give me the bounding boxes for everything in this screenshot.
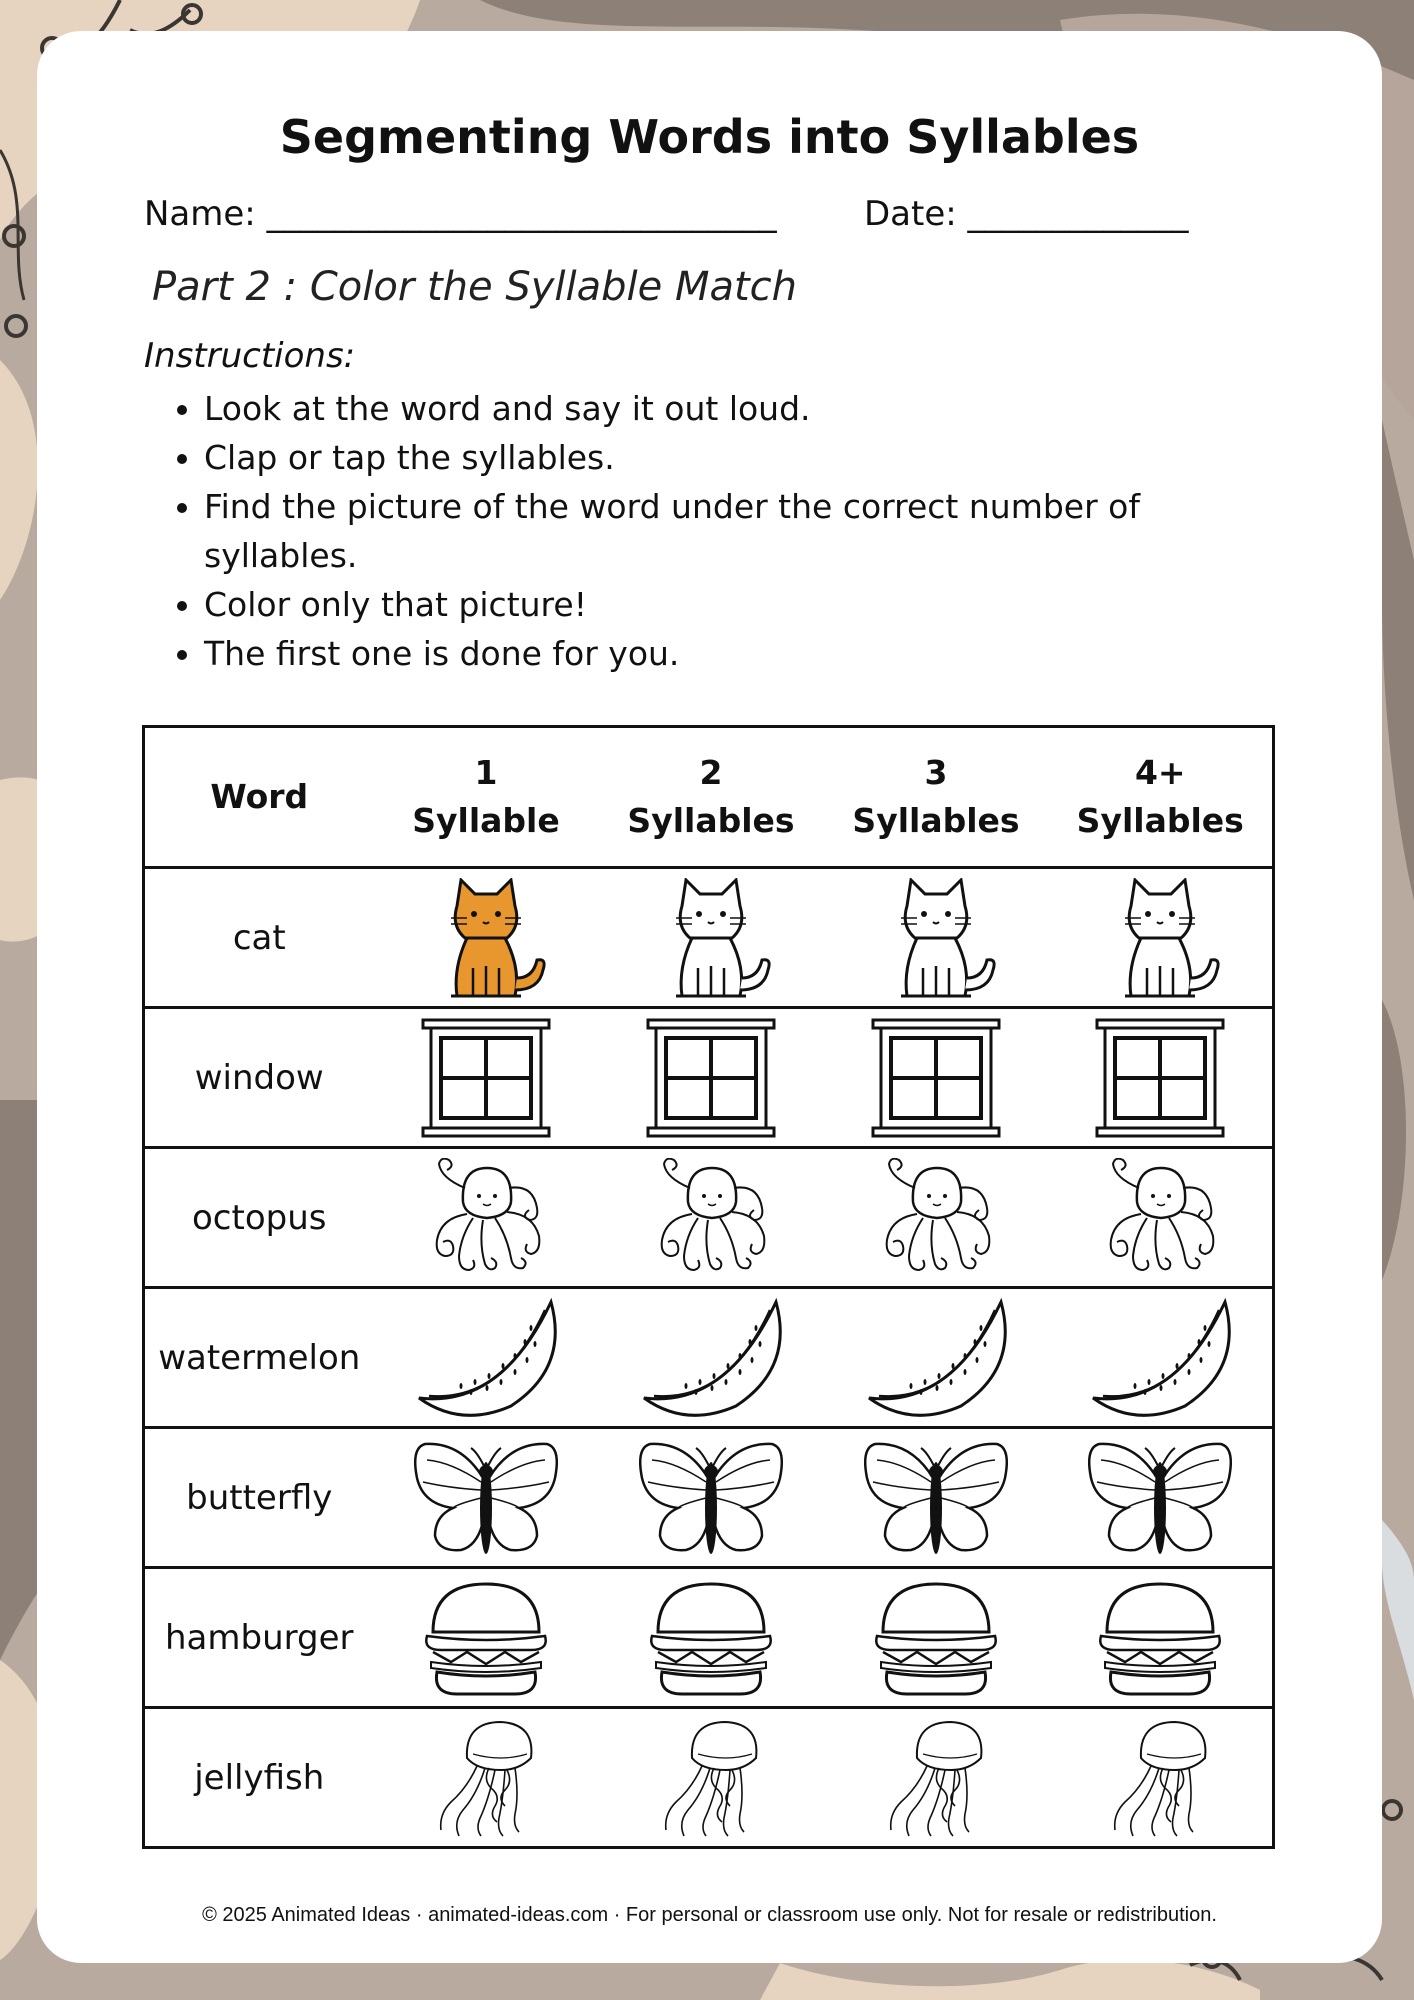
instruction-item: • Find the picture of the word under the correct number of syllables. <box>204 482 1144 580</box>
word-cell: cat <box>144 868 374 1008</box>
picture-cell-3[interactable] <box>824 1008 1049 1148</box>
picture-cell-3[interactable] <box>824 1568 1049 1708</box>
word-cell: window <box>144 1008 374 1148</box>
word-cell: octopus <box>144 1148 374 1288</box>
word-cell: jellyfish <box>144 1708 374 1848</box>
cat-icon[interactable] <box>1085 878 1235 998</box>
word-cell: watermelon <box>144 1288 374 1428</box>
table-row <box>144 1428 1274 1568</box>
picture-cell-2[interactable] <box>599 1428 824 1568</box>
hamburger-icon[interactable] <box>1085 1578 1235 1698</box>
header-number: 4+ <box>1134 753 1186 792</box>
date-field[interactable]: Date: _____________ <box>864 194 1189 234</box>
window-icon[interactable] <box>636 1018 786 1138</box>
picture-cell-2[interactable] <box>599 1008 824 1148</box>
header-number: 2 <box>699 753 723 792</box>
picture-cell-2[interactable] <box>599 868 824 1008</box>
hamburger-icon[interactable] <box>636 1578 786 1698</box>
hamburger-icon[interactable] <box>861 1578 1011 1698</box>
jellyfish-icon[interactable] <box>861 1718 1011 1838</box>
header-word: Word <box>144 727 374 868</box>
jellyfish-icon[interactable] <box>636 1718 786 1838</box>
picture-cell-4[interactable] <box>1049 1008 1274 1148</box>
jellyfish-icon[interactable] <box>411 1718 561 1838</box>
picture-cell-1[interactable] <box>374 1708 599 1848</box>
copyright-footer: © 2025 Animated Ideas · animated-ideas.com · For personal or classroom use only. Not for resale or redistribution. <box>202 1904 1217 1926</box>
instruction-item: • Color only that picture! <box>204 580 1144 629</box>
syllable-table <box>142 725 1275 1849</box>
header-3-syllables <box>824 727 1049 868</box>
header-number: 3 <box>924 753 948 792</box>
instruction-item: • The first one is done for you. <box>204 629 1144 678</box>
header-number: 1 <box>474 753 498 792</box>
octopus-icon[interactable] <box>636 1158 786 1278</box>
header-label: Syllables <box>627 801 795 840</box>
picture-cell-2[interactable] <box>599 1148 824 1288</box>
octopus-icon[interactable] <box>861 1158 1011 1278</box>
header-2-syllables <box>599 727 824 868</box>
picture-cell-4[interactable] <box>1049 1288 1274 1428</box>
name-field[interactable]: Name: ______________________________ <box>144 194 777 234</box>
window-icon[interactable] <box>1085 1018 1235 1138</box>
picture-cell-3[interactable] <box>824 868 1049 1008</box>
header-4plus-syllables <box>1049 727 1274 868</box>
cat-icon[interactable] <box>411 878 561 998</box>
picture-cell-2[interactable] <box>599 1568 824 1708</box>
header-label: Syllables <box>1076 801 1244 840</box>
picture-cell-3[interactable] <box>824 1428 1049 1568</box>
table-row <box>144 1568 1274 1708</box>
picture-cell-1[interactable] <box>374 868 599 1008</box>
butterfly-icon[interactable] <box>1085 1438 1235 1558</box>
window-icon[interactable] <box>861 1018 1011 1138</box>
watermelon-icon[interactable] <box>1085 1298 1235 1418</box>
cat-icon[interactable] <box>636 878 786 998</box>
picture-cell-4[interactable] <box>1049 1568 1274 1708</box>
hamburger-icon[interactable] <box>411 1578 561 1698</box>
butterfly-icon[interactable] <box>636 1438 786 1558</box>
instruction-item: • Look at the word and say it out loud. <box>204 384 1144 433</box>
jellyfish-icon[interactable] <box>1085 1718 1235 1838</box>
butterfly-icon[interactable] <box>861 1438 1011 1558</box>
octopus-icon[interactable] <box>1085 1158 1235 1278</box>
word-cell: hamburger <box>144 1568 374 1708</box>
picture-cell-4[interactable] <box>1049 1428 1274 1568</box>
instructions-list <box>144 384 1144 678</box>
watermelon-icon[interactable] <box>411 1298 561 1418</box>
table-row <box>144 1288 1274 1428</box>
watermelon-icon[interactable] <box>636 1298 786 1418</box>
picture-cell-1[interactable] <box>374 1008 599 1148</box>
picture-cell-2[interactable] <box>599 1288 824 1428</box>
instructions-label: Instructions: <box>144 336 356 376</box>
cat-icon[interactable] <box>861 878 1011 998</box>
header-label: Syllables <box>852 801 1020 840</box>
window-icon[interactable] <box>411 1018 561 1138</box>
picture-cell-1[interactable] <box>374 1568 599 1708</box>
worksheet-title: Segmenting Words into Syllables <box>279 110 1140 164</box>
header-label: Syllable <box>412 801 560 840</box>
picture-cell-3[interactable] <box>824 1288 1049 1428</box>
picture-cell-4[interactable] <box>1049 1148 1274 1288</box>
watermelon-icon[interactable] <box>861 1298 1011 1418</box>
table-row <box>144 1008 1274 1148</box>
picture-cell-1[interactable] <box>374 1428 599 1568</box>
table-row <box>144 1148 1274 1288</box>
picture-cell-4[interactable] <box>1049 1708 1274 1848</box>
butterfly-icon[interactable] <box>411 1438 561 1558</box>
picture-cell-1[interactable] <box>374 1288 599 1428</box>
table-header-row <box>144 727 1274 868</box>
word-cell: butterfly <box>144 1428 374 1568</box>
picture-cell-1[interactable] <box>374 1148 599 1288</box>
picture-cell-2[interactable] <box>599 1708 824 1848</box>
header-1-syllable <box>374 727 599 868</box>
table-row <box>144 868 1274 1008</box>
instruction-item: • Clap or tap the syllables. <box>204 433 1144 482</box>
table-row <box>144 1708 1274 1848</box>
picture-cell-3[interactable] <box>824 1708 1049 1848</box>
picture-cell-3[interactable] <box>824 1148 1049 1288</box>
picture-cell-4[interactable] <box>1049 868 1274 1008</box>
part-title: Part 2 : Color the Syllable Match <box>152 264 798 310</box>
octopus-icon[interactable] <box>411 1158 561 1278</box>
